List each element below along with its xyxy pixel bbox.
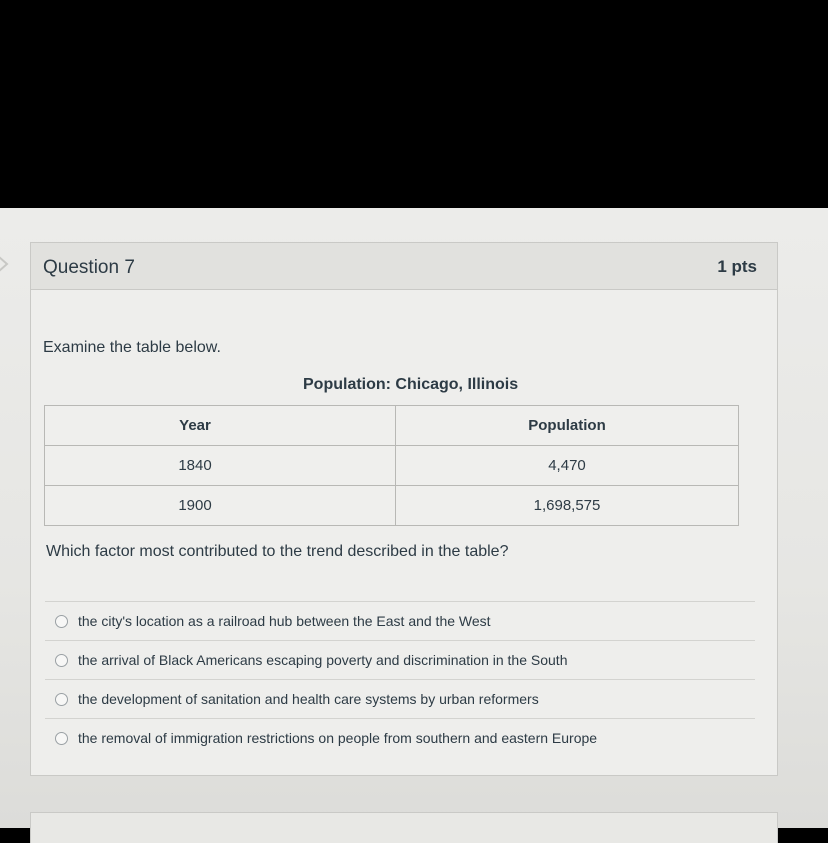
table-cell: 1840 bbox=[45, 446, 396, 486]
question-card bbox=[30, 242, 778, 776]
answer-option[interactable] bbox=[45, 601, 755, 640]
answer-option[interactable] bbox=[45, 718, 755, 757]
answer-list bbox=[45, 601, 755, 757]
answer-option[interactable] bbox=[45, 679, 755, 718]
radio-button[interactable] bbox=[55, 615, 68, 628]
question-prompt: Examine the table below. bbox=[43, 339, 221, 356]
radio-button[interactable] bbox=[55, 693, 68, 706]
answer-label: the development of sanitation and health care systems by urban reformers bbox=[78, 691, 539, 707]
table-cell: 1900 bbox=[45, 486, 396, 526]
question-points: 1 pts bbox=[717, 257, 757, 276]
table-header-cell: Population bbox=[396, 406, 739, 446]
radio-button[interactable] bbox=[55, 654, 68, 667]
population-table bbox=[44, 405, 739, 526]
radio-button[interactable] bbox=[55, 732, 68, 745]
question-title: Question 7 bbox=[43, 257, 135, 278]
answer-label: the removal of immigration restrictions on people from southern and eastern Europe bbox=[78, 730, 598, 746]
question-header bbox=[31, 243, 777, 290]
question-stem: Which factor most contributed to the trend described in the table? bbox=[46, 543, 509, 560]
answer-label: the city's location as a railroad hub between the East and the West bbox=[78, 613, 491, 629]
table-row bbox=[45, 486, 739, 526]
chevron-right-icon[interactable] bbox=[0, 254, 10, 274]
quiz-screen bbox=[0, 208, 828, 828]
answer-label: the arrival of Black Americans escaping poverty and discrimination in the South bbox=[78, 652, 568, 668]
answer-option[interactable] bbox=[45, 640, 755, 679]
table-cell: 4,470 bbox=[396, 446, 739, 486]
table-caption: Population: Chicago, Illinois bbox=[303, 376, 519, 393]
table-header-row bbox=[45, 406, 739, 446]
table-row bbox=[45, 446, 739, 486]
table-header-cell: Year bbox=[45, 406, 396, 446]
table-cell: 1,698,575 bbox=[396, 486, 739, 526]
